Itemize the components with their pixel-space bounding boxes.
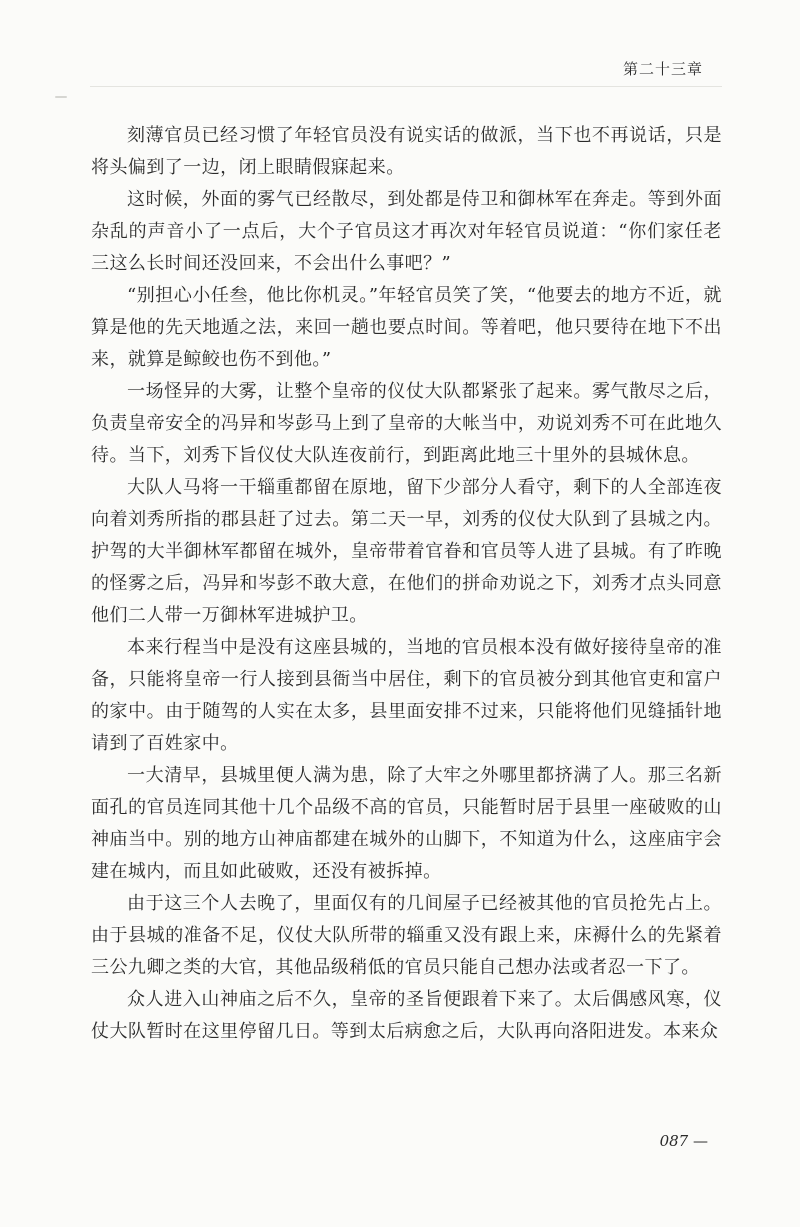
paragraph: 一场怪异的大雾，让整个皇帝的仪仗大队都紧张了起来。雾气散尽之后，负责皇帝安全的冯异和岑彭马上到了皇帝的大帐当中，劝说刘秀不可在此地久待。当下，刘秀下旨仪仗大队连夜前行，到距离此地三十里外的县城休息。	[91, 381, 722, 466]
page-number	[660, 1132, 708, 1150]
paragraph: 大队人马将一干辎重都留在原地，留下少部分人看守，剩下的人全部连夜向着刘秀所指的郡县赶了过去。第二天一早，刘秀的仪仗大队到了县城之内。护驾的大半御林军都留在城外，皇帝带着官眷和官员等人进了县城。有了昨晚的怪雾之后，冯异和岑彭不敢大意，在他们的拼命劝说之下，刘秀才点头同意他们二人带一万御林军进城护卫。	[91, 477, 722, 626]
page-number-value: 087	[659, 1132, 689, 1150]
paragraph: 本来行程当中是没有这座县城的，当地的官员根本没有做好接待皇帝的准备，只能将皇帝一行人接到县衙当中居住，剩下的官员被分到其他官吏和富户的家中。由于随驾的人实在太多，县里面安排不过来，只能将他们见缝插针地请到了百姓家中。	[91, 637, 722, 754]
page-number-dash: —	[693, 1132, 708, 1150]
body-text	[91, 120, 722, 1048]
scan-speck	[55, 96, 67, 98]
paragraph: 一大清早，县城里便人满为患，除了大牢之外哪里都挤满了人。那三名新面孔的官员连同其他十几个品级不高的官员，只能暂时居于县里一座破败的山神庙当中。别的地方山神庙都建在城外的山脚下，不知道为什么，这座庙宇会建在城内，而且如此破败，还没有被拆掉。	[91, 765, 722, 882]
header-rule	[90, 86, 722, 87]
paragraph: “别担心小任叁，他比你机灵。”年轻官员笑了笑，“他要去的地方不近，就算是他的先天地遁之法，来回一趟也要点时间。等着吧，他只要待在地下不出来，就算是鲸鲛也伤不到他。”	[91, 285, 722, 370]
paragraph: 众人进入山神庙之后不久，皇帝的圣旨便跟着下来了。太后偶感风寒，仪仗大队暂时在这里停留几日。等到太后病愈之后，大队再向洛阳进发。本来众	[91, 989, 722, 1042]
chapter-running-head: 第二十三章	[622, 60, 703, 78]
paragraph: 由于这三个人去晚了，里面仅有的几间屋子已经被其他的官员抢先占上。由于县城的准备不足，仪仗大队所带的辎重又没有跟上来，床褥什么的先紧着三公九卿之类的大官，其他品级稍低的官员只能自己想办法或者忍一下了。	[91, 893, 722, 978]
paragraph: 刻薄官员已经习惯了年轻官员没有说实话的做派，当下也不再说话，只是将头偏到了一边，闭上眼睛假寐起来。	[91, 125, 722, 178]
paragraph: 这时候，外面的雾气已经散尽，到处都是侍卫和御林军在奔走。等到外面杂乱的声音小了一点后，大个子官员这才再次对年轻官员说道：“你们家任老三这么长时间还没回来，不会出什么事吧？”	[91, 189, 722, 274]
